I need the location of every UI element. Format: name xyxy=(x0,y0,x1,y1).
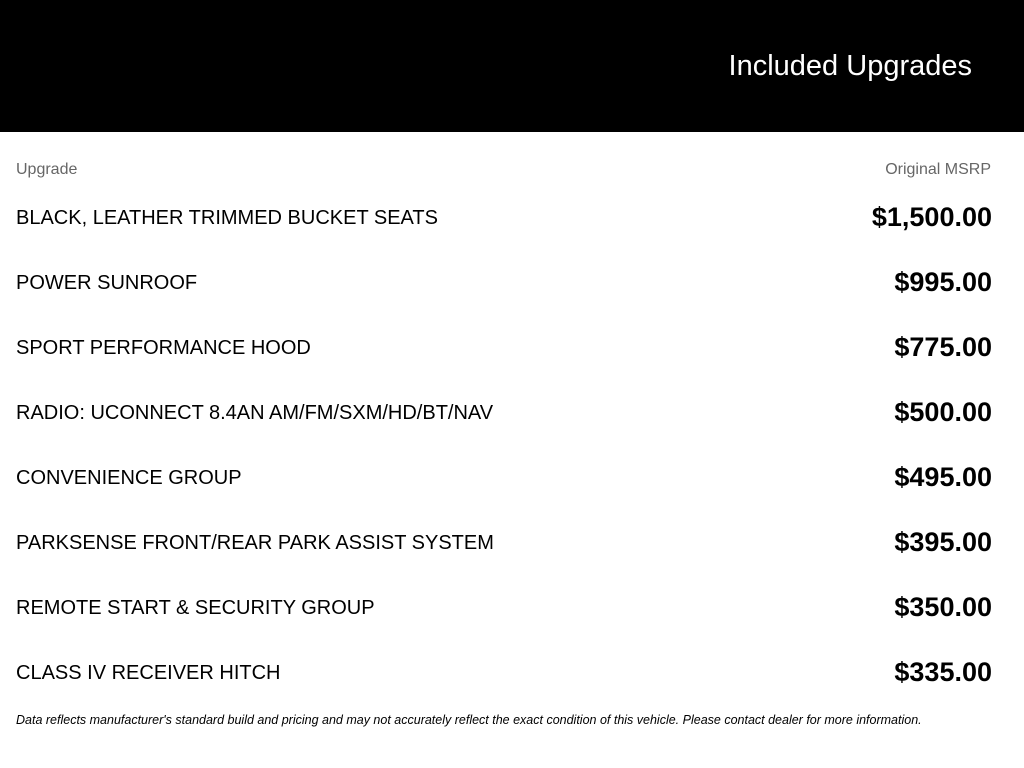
upgrade-price: $995.00 xyxy=(894,267,992,297)
upgrade-price: $350.00 xyxy=(894,592,992,622)
upgrade-price: $1,500.00 xyxy=(871,202,992,232)
upgrade-name: CONVENIENCE GROUP xyxy=(16,467,242,489)
upgrade-name: REMOTE START & SECURITY GROUP xyxy=(16,597,375,619)
header-bar xyxy=(0,0,1024,132)
upgrade-price: $495.00 xyxy=(894,462,992,492)
upgrade-name: POWER SUNROOF xyxy=(16,272,198,294)
column-headers xyxy=(16,160,991,180)
upgrade-price: $775.00 xyxy=(894,332,992,362)
upgrade-name: SPORT PERFORMANCE HOOD xyxy=(16,337,311,359)
column-header-upgrade: Upgrade xyxy=(16,161,78,178)
page-title: Included Upgrades xyxy=(728,50,972,82)
list-item xyxy=(16,380,992,445)
list-item xyxy=(16,445,992,510)
upgrade-name: RADIO: UCONNECT 8.4AN AM/FM/SXM/HD/BT/NAV xyxy=(16,402,494,424)
list-item xyxy=(16,315,992,380)
upgrade-price: $335.00 xyxy=(894,657,992,687)
list-item xyxy=(16,250,992,315)
list-item xyxy=(16,185,992,250)
disclaimer-footnote: Data reflects manufacturer's standard build and pricing and may not accurately reflect the exact condition of this vehicle. Please contact dealer for more information. xyxy=(16,713,922,727)
list-item xyxy=(16,640,992,705)
upgrade-name: BLACK, LEATHER TRIMMED BUCKET SEATS xyxy=(16,207,438,229)
upgrades-list xyxy=(16,185,992,705)
list-item xyxy=(16,510,992,575)
upgrade-price: $500.00 xyxy=(894,397,992,427)
upgrade-price: $395.00 xyxy=(894,527,992,557)
column-header-msrp: Original MSRP xyxy=(885,161,991,178)
list-item xyxy=(16,575,992,640)
upgrade-name: CLASS IV RECEIVER HITCH xyxy=(16,662,281,684)
upgrade-name: PARKSENSE FRONT/REAR PARK ASSIST SYSTEM xyxy=(16,532,494,554)
